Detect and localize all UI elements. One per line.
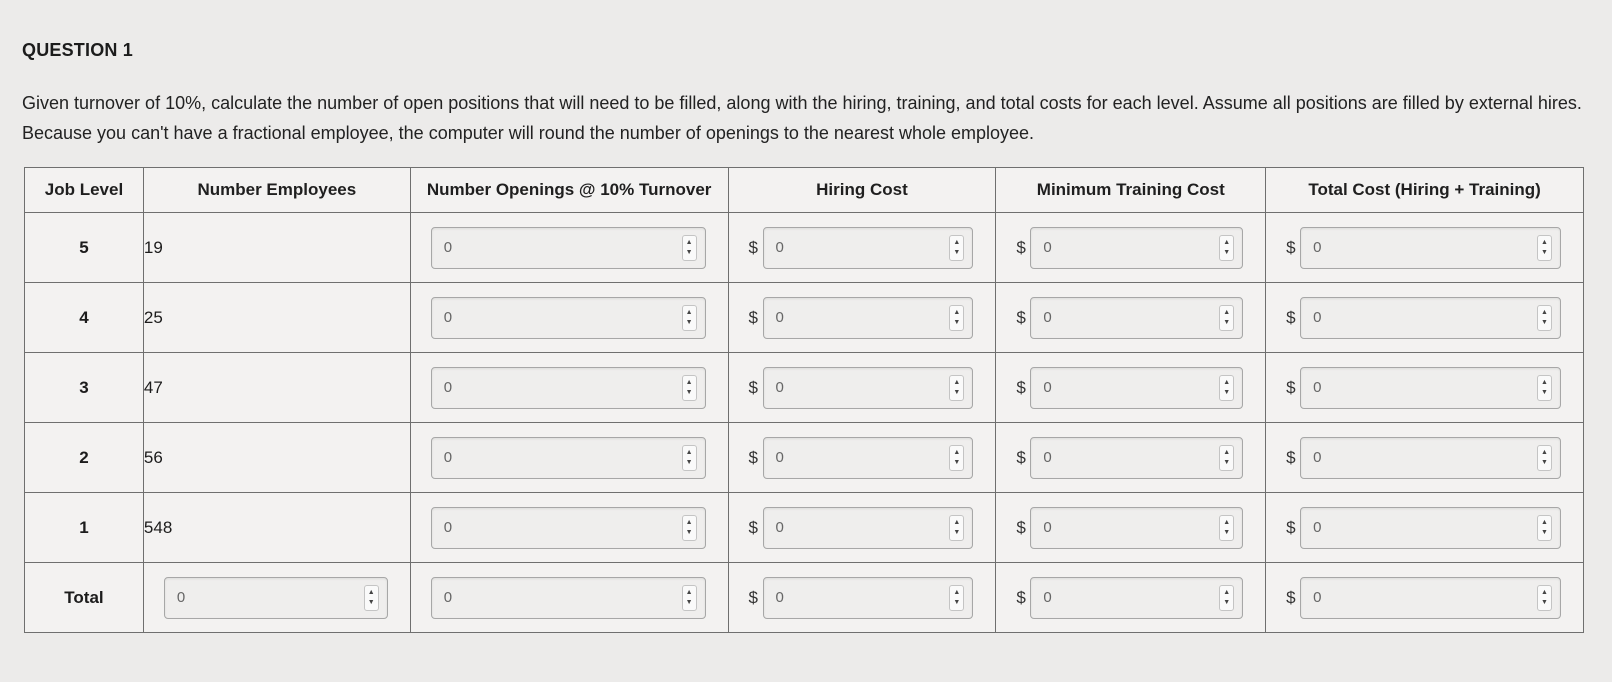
up-down-arrows-icon[interactable]: ▲ ▼: [949, 305, 964, 331]
dollar-sign: $: [1286, 377, 1296, 397]
training-cost-input[interactable]: [1030, 507, 1243, 549]
openings-input[interactable]: [431, 367, 706, 409]
hiring-cost-value: 0: [775, 379, 784, 396]
openings-value: 0: [443, 239, 453, 256]
header-total-cost: Total Cost (Hiring + Training): [1266, 168, 1584, 213]
hiring-cost-input[interactable]: [763, 367, 974, 409]
hiring-cost-value: 0: [775, 449, 784, 466]
up-down-arrows-icon[interactable]: ▲ ▼: [1537, 445, 1552, 471]
training-cost-input[interactable]: [1030, 367, 1243, 409]
up-down-arrows-icon[interactable]: ▲ ▼: [949, 445, 964, 471]
up-down-arrows-icon[interactable]: ▲ ▼: [682, 445, 697, 471]
hiring-cost-input[interactable]: [763, 227, 974, 269]
dollar-sign: $: [1016, 237, 1026, 257]
training-cost-value: 0: [1043, 449, 1052, 466]
dollar-sign: $: [748, 447, 758, 467]
up-down-arrows-icon[interactable]: ▲ ▼: [1537, 375, 1552, 401]
dollar-sign: $: [1286, 307, 1296, 327]
table-header-row: [25, 168, 1584, 213]
total-cost-input[interactable]: [1300, 227, 1561, 269]
up-down-arrows-icon[interactable]: ▲ ▼: [1219, 375, 1234, 401]
dollar-sign: $: [1016, 517, 1026, 537]
job-level-cell: 1: [25, 493, 144, 563]
total-openings-input[interactable]: [431, 577, 706, 619]
header-job-level: Job Level: [25, 168, 144, 213]
job-level-cell: 5: [25, 213, 144, 283]
openings-input[interactable]: [431, 437, 706, 479]
total-cost-input[interactable]: [1300, 367, 1561, 409]
header-number-employees: Number Employees: [143, 168, 410, 213]
total-employees-input[interactable]: [164, 577, 388, 619]
training-cost-input[interactable]: [1030, 437, 1243, 479]
hiring-cost-input[interactable]: [763, 297, 974, 339]
question-title: QUESTION 1: [22, 40, 134, 60]
up-down-arrows-icon[interactable]: ▲ ▼: [364, 585, 379, 611]
total-hiring-cost-value: 0: [775, 589, 784, 606]
total-cost-value: 0: [1313, 449, 1322, 466]
openings-value: 0: [443, 519, 453, 536]
total-training-cost-value: 0: [1043, 589, 1052, 606]
table-row: [25, 423, 1584, 493]
header-training-cost: Minimum Training Cost: [996, 168, 1266, 213]
table-row: [25, 213, 1584, 283]
header-number-openings: Number Openings @ 10% Turnover: [410, 168, 728, 213]
up-down-arrows-icon[interactable]: ▲ ▼: [682, 305, 697, 331]
up-down-arrows-icon[interactable]: ▲ ▼: [682, 515, 697, 541]
training-cost-value: 0: [1043, 379, 1052, 396]
training-cost-input[interactable]: [1030, 227, 1243, 269]
total-cost-value: 0: [1313, 239, 1322, 256]
dollar-sign: $: [1286, 237, 1296, 257]
total-label: Total: [25, 563, 144, 633]
total-cost-input[interactable]: [1300, 437, 1561, 479]
up-down-arrows-icon[interactable]: ▲ ▼: [1219, 585, 1234, 611]
total-cost-value: 0: [1313, 379, 1322, 396]
up-down-arrows-icon[interactable]: ▲ ▼: [682, 585, 697, 611]
question-text: Given turnover of 10%, calculate the number of open positions that will need to be filled, along with the hiring, training, and total costs for each level. Assume all positions are filled by external hires. Because you can't have a fractional employee, the computer will round the number of openings to the nearest whole employee.: [22, 93, 1582, 143]
dollar-sign: $: [748, 377, 758, 397]
table-row: [25, 283, 1584, 353]
openings-input[interactable]: [431, 227, 706, 269]
up-down-arrows-icon[interactable]: ▲ ▼: [949, 515, 964, 541]
table-row: [25, 353, 1584, 423]
grand-total-cost-value: 0: [1313, 589, 1322, 606]
up-down-arrows-icon[interactable]: ▲ ▼: [1537, 585, 1552, 611]
up-down-arrows-icon[interactable]: ▲ ▼: [1219, 305, 1234, 331]
openings-value: 0: [443, 449, 453, 466]
up-down-arrows-icon[interactable]: ▲ ▼: [949, 585, 964, 611]
training-cost-value: 0: [1043, 239, 1052, 256]
up-down-arrows-icon[interactable]: ▲ ▼: [1219, 445, 1234, 471]
up-down-arrows-icon[interactable]: ▲ ▼: [682, 235, 697, 261]
total-cost-value: 0: [1313, 309, 1322, 326]
total-cost-value: 0: [1313, 519, 1322, 536]
hiring-cost-value: 0: [775, 519, 784, 536]
job-level-cell: 3: [25, 353, 144, 423]
up-down-arrows-icon[interactable]: ▲ ▼: [1219, 515, 1234, 541]
calculation-table: [24, 167, 1584, 633]
up-down-arrows-icon[interactable]: ▲ ▼: [1219, 235, 1234, 261]
up-down-arrows-icon[interactable]: ▲ ▼: [1537, 235, 1552, 261]
openings-value: 0: [443, 379, 453, 396]
dollar-sign: $: [748, 517, 758, 537]
training-cost-value: 0: [1043, 309, 1052, 326]
header-hiring-cost: Hiring Cost: [728, 168, 996, 213]
dollar-sign: $: [748, 237, 758, 257]
up-down-arrows-icon[interactable]: ▲ ▼: [1537, 305, 1552, 331]
employees-cell: 548: [143, 493, 410, 563]
total-openings-value: 0: [443, 589, 453, 606]
training-cost-value: 0: [1043, 519, 1052, 536]
up-down-arrows-icon[interactable]: ▲ ▼: [949, 375, 964, 401]
employees-cell: 25: [143, 283, 410, 353]
grand-total-cost-input[interactable]: [1300, 577, 1561, 619]
openings-input[interactable]: [431, 297, 706, 339]
up-down-arrows-icon[interactable]: ▲ ▼: [1537, 515, 1552, 541]
employees-cell: 47: [143, 353, 410, 423]
total-row: [25, 563, 1584, 633]
hiring-cost-value: 0: [775, 309, 784, 326]
up-down-arrows-icon[interactable]: ▲ ▼: [682, 375, 697, 401]
total-hiring-cost-input[interactable]: [763, 577, 974, 619]
employees-cell: 19: [143, 213, 410, 283]
openings-input[interactable]: [431, 507, 706, 549]
job-level-cell: 2: [25, 423, 144, 493]
training-cost-input[interactable]: [1030, 297, 1243, 339]
hiring-cost-value: 0: [775, 239, 784, 256]
total-training-cost-input[interactable]: [1030, 577, 1243, 619]
up-down-arrows-icon[interactable]: ▲ ▼: [949, 235, 964, 261]
employees-cell: 56: [143, 423, 410, 493]
dollar-sign: $: [1016, 447, 1026, 467]
dollar-sign: $: [1016, 377, 1026, 397]
total-cost-input[interactable]: [1300, 297, 1561, 339]
total-cost-input[interactable]: [1300, 507, 1561, 549]
dollar-sign: $: [1286, 517, 1296, 537]
job-level-cell: 4: [25, 283, 144, 353]
hiring-cost-input[interactable]: [763, 507, 974, 549]
dollar-sign: $: [748, 587, 758, 607]
dollar-sign: $: [1016, 587, 1026, 607]
hiring-cost-input[interactable]: [763, 437, 974, 479]
table-row: [25, 493, 1584, 563]
openings-value: 0: [443, 309, 453, 326]
dollar-sign: $: [748, 307, 758, 327]
dollar-sign: $: [1016, 307, 1026, 327]
dollar-sign: $: [1286, 587, 1296, 607]
total-employees-value: 0: [176, 589, 186, 606]
dollar-sign: $: [1286, 447, 1296, 467]
